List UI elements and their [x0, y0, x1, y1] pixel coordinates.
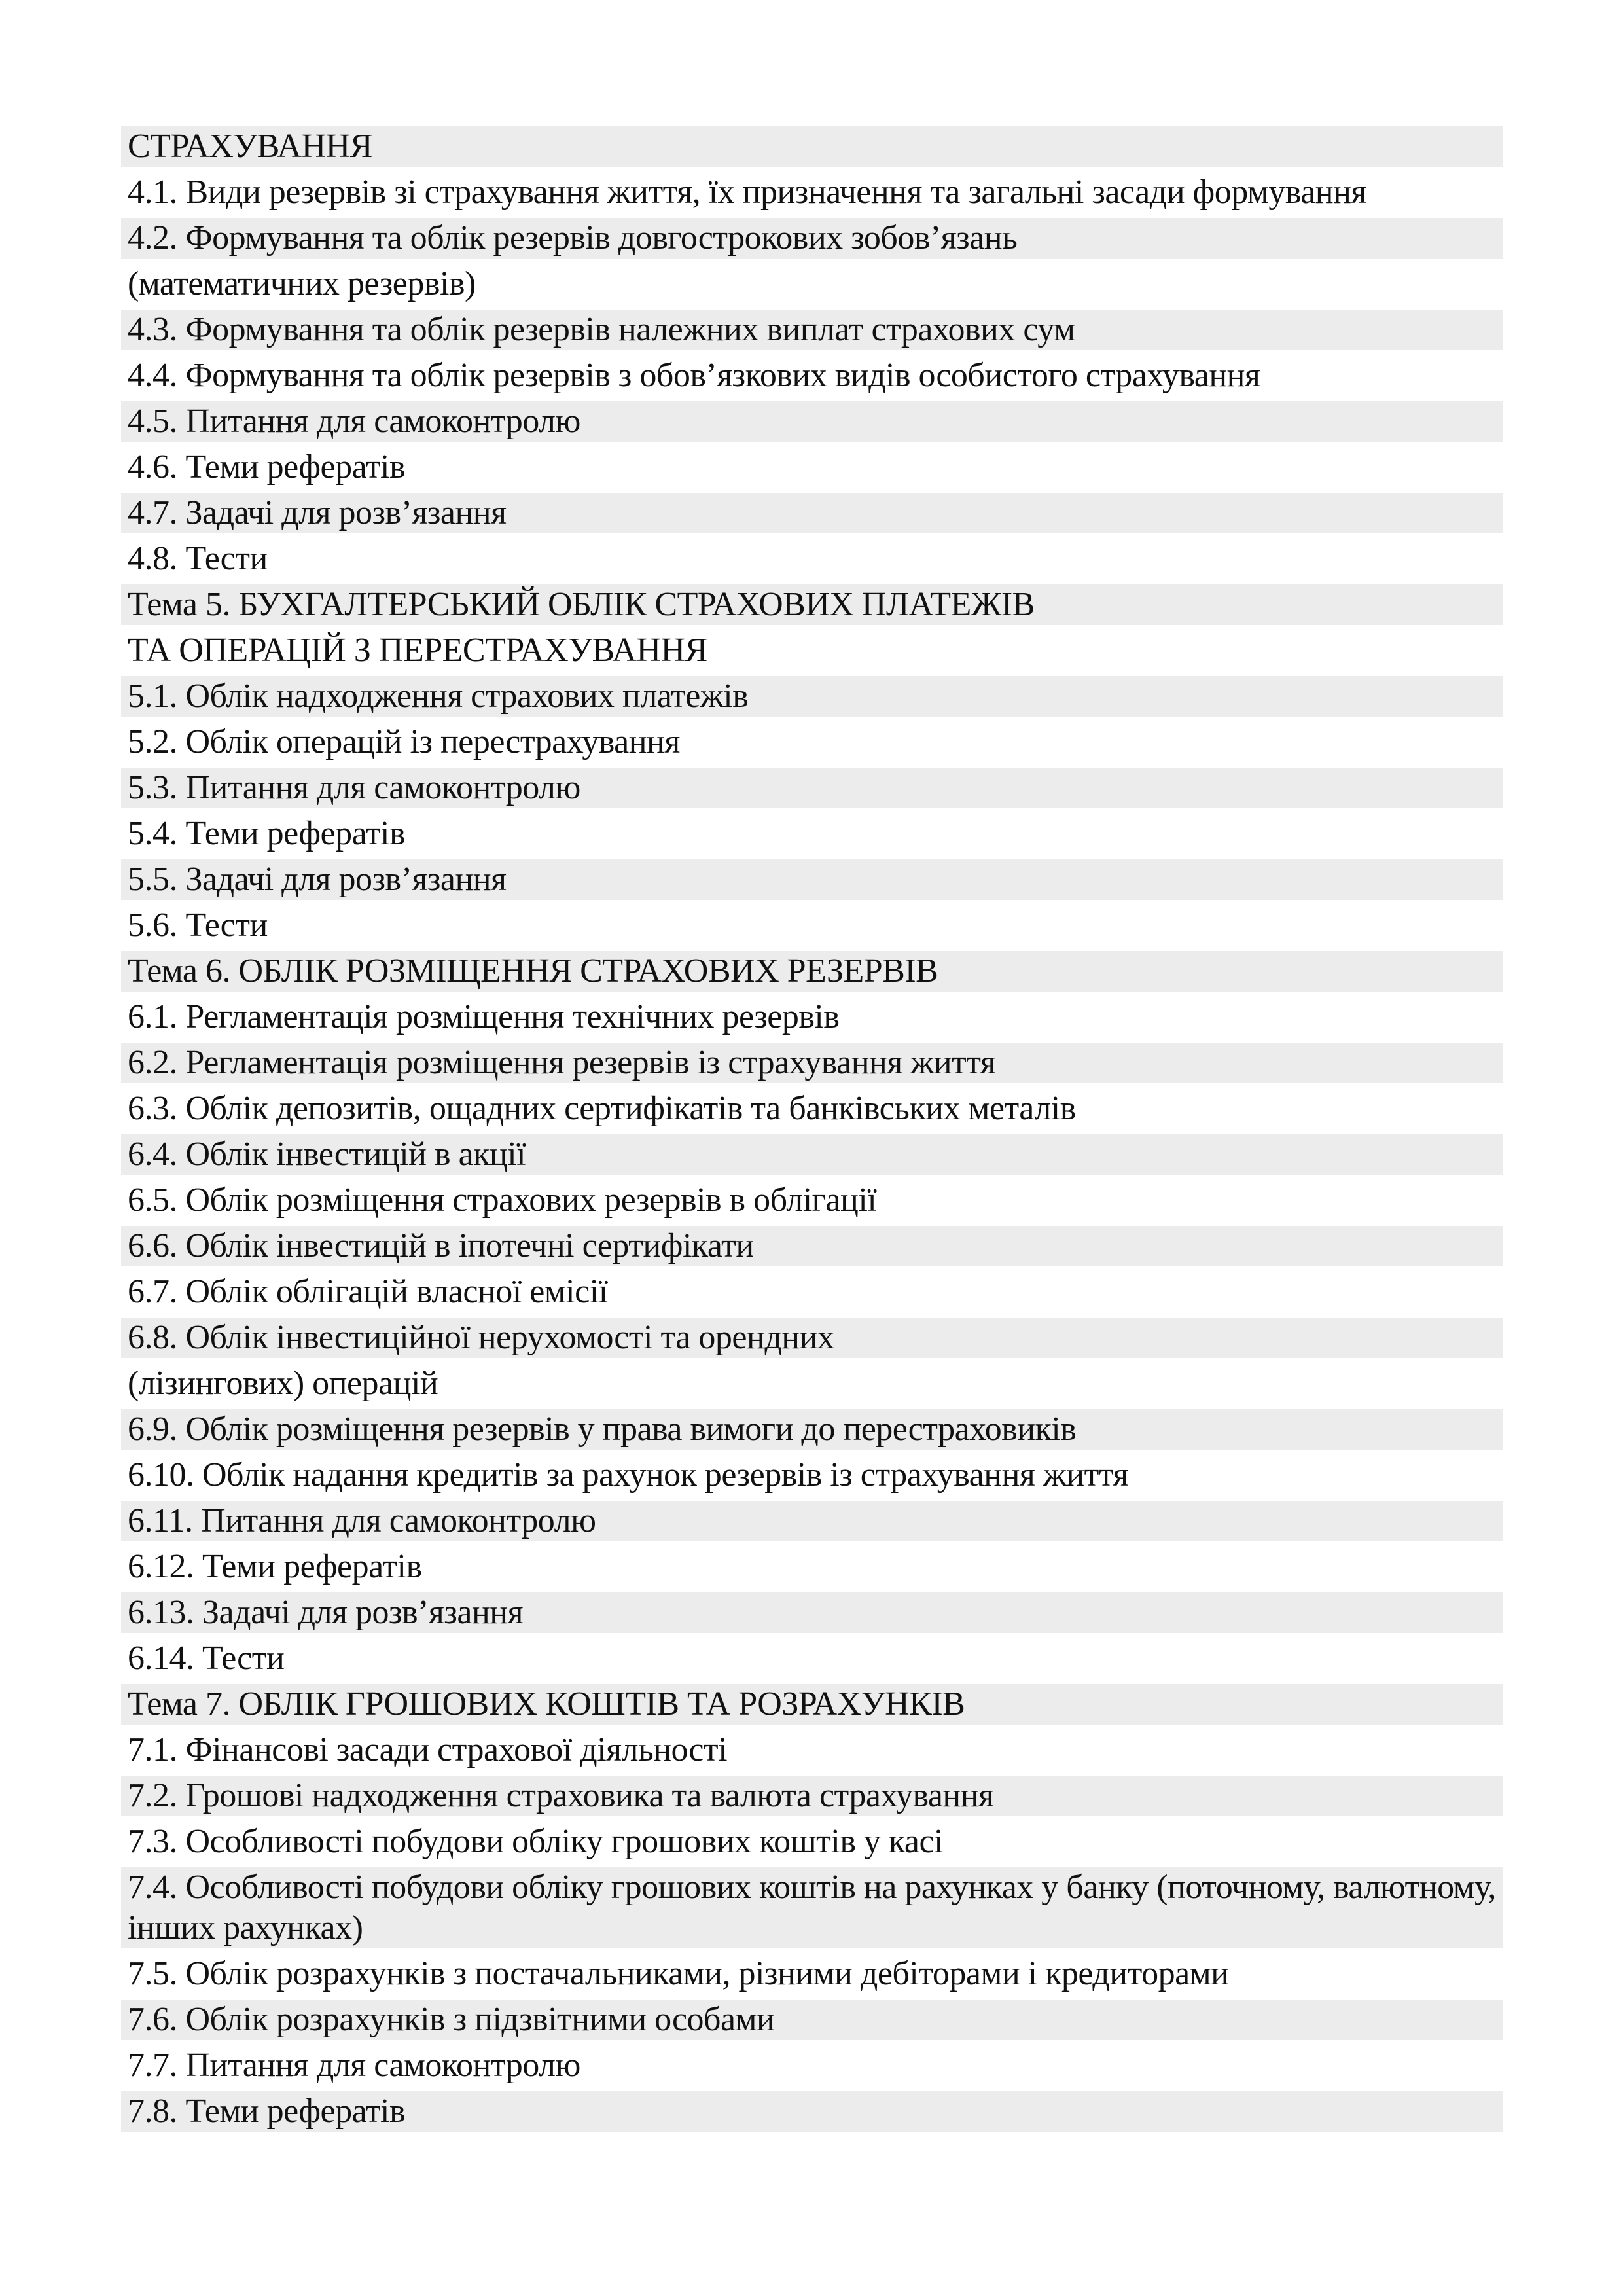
toc-row	[121, 1547, 1503, 1587]
toc-item-text: 7.5. Облік розрахунків з постачальниками, різними дебіторами і кредиторами	[128, 1955, 1229, 1992]
toc-item-text: 4.8. Тести	[128, 540, 268, 577]
toc-item-text: Тема 5. БУХГАЛТЕРСЬКИЙ ОБЛІК СТРАХОВИХ ПЛАТЕЖІВ	[128, 586, 1035, 623]
toc-row	[121, 584, 1503, 625]
toc-row	[121, 1638, 1503, 1679]
toc-item-text: 4.7. Задачі для розв’язання	[128, 494, 507, 531]
toc-row	[121, 126, 1503, 167]
toc-item-text: 5.1. Облік надходження страхових платежів	[128, 677, 749, 715]
toc-row	[121, 2045, 1503, 2086]
toc-item-text: 5.2. Облік операцій із перестрахування	[128, 723, 680, 761]
toc-item-text: 5.3. Питання для самоконтролю	[128, 769, 580, 806]
toc-row	[121, 676, 1503, 717]
toc-row	[121, 1043, 1503, 1083]
toc-row	[121, 355, 1503, 396]
toc-row	[121, 997, 1503, 1037]
toc-item-text: 4.4. Формування та облік резервів з обов’язкових видів особистого страхування	[128, 357, 1260, 394]
toc-row	[121, 905, 1503, 946]
toc-item-text: 6.11. Питання для самоконтролю	[128, 1502, 596, 1539]
toc-item-text: 5.5. Задачі для розв’язання	[128, 861, 507, 898]
toc-item-text: 6.3. Облік депозитів, ощадних сертифікатів та банківських металів	[128, 1090, 1076, 1127]
toc-item-text: 4.3. Формування та облік резервів належних виплат страхових сум	[128, 311, 1075, 348]
toc-row	[121, 1409, 1503, 1450]
toc-row	[121, 1776, 1503, 1816]
toc-row	[121, 2091, 1503, 2132]
toc-item-text: 7.7. Питання для самоконтролю	[128, 2047, 580, 2084]
toc-row	[121, 1226, 1503, 1266]
toc-item-text: 7.2. Грошові надходження страховика та валюта страхування	[128, 1777, 994, 1814]
toc-item-text: 6.7. Облік облігацій власної емісії	[128, 1273, 608, 1310]
toc-item-text: 6.12. Теми рефератів	[128, 1548, 422, 1585]
toc-item-text: 7.4. Особливості побудови обліку грошових коштів на рахунках у банку (поточному, валютному, інших рахунках)	[128, 1869, 1496, 1946]
toc-item-text: (лізингових) операцій	[128, 1365, 438, 1402]
toc-item-text: Тема 7. ОБЛІК ГРОШОВИХ КОШТІВ ТА РОЗРАХУНКІВ	[128, 1685, 965, 1723]
toc-item-text: ТА ОПЕРАЦІЙ З ПЕРЕСТРАХУВАННЯ	[128, 632, 707, 669]
toc-item-text: 7.1. Фінансові засади страхової діяльності	[128, 1731, 728, 1768]
toc-row	[121, 630, 1503, 671]
toc-item-text: 5.6. Тести	[128, 906, 268, 944]
toc-item-text: 7.3. Особливості побудови обліку грошових коштів у касі	[128, 1823, 943, 1860]
toc-row	[121, 1455, 1503, 1496]
toc-row	[121, 1684, 1503, 1725]
toc-row	[121, 447, 1503, 488]
toc-row	[121, 1821, 1503, 1862]
toc-item-text: 6.10. Облік надання кредитів за рахунок резервів із страхування життя	[128, 1456, 1128, 1494]
toc-row	[121, 814, 1503, 854]
toc-row	[121, 401, 1503, 442]
toc-row	[121, 493, 1503, 533]
toc-row	[121, 1134, 1503, 1175]
toc-item-text: 6.4. Облік інвестицій в акції	[128, 1136, 526, 1173]
toc-row	[121, 310, 1503, 350]
toc-row	[121, 1318, 1503, 1358]
toc-row	[121, 951, 1503, 992]
toc-row	[121, 1867, 1503, 1948]
toc-row	[121, 172, 1503, 213]
toc-item-text: 6.13. Задачі для розв’язання	[128, 1594, 524, 1631]
toc-item-text: Тема 6. ОБЛІК РОЗМІЩЕННЯ СТРАХОВИХ РЕЗЕРВІВ	[128, 952, 938, 990]
toc-item-text: СТРАХУВАННЯ	[128, 128, 372, 165]
toc-item-text: 6.9. Облік розміщення резервів у права вимоги до перестраховиків	[128, 1410, 1077, 1448]
toc-item-text: 7.8. Теми рефератів	[128, 2092, 406, 2130]
toc-row	[121, 264, 1503, 304]
toc-item-text: 6.1. Регламентація розміщення технічних резервів	[128, 998, 840, 1035]
toc-item-text: 5.4. Теми рефератів	[128, 815, 406, 852]
toc-item-text: 6.8. Облік інвестиційної нерухомості та орендних	[128, 1319, 834, 1356]
toc-item-text: 7.6. Облік розрахунків з підзвітними особами	[128, 2001, 775, 2038]
toc-item-text: 4.6. Теми рефератів	[128, 448, 406, 486]
toc-row	[121, 2000, 1503, 2040]
toc-row	[121, 1730, 1503, 1770]
toc-row	[121, 539, 1503, 579]
toc-row	[121, 1592, 1503, 1633]
toc-row	[121, 1272, 1503, 1312]
toc-item-text: 6.14. Тести	[128, 1640, 285, 1677]
toc-row	[121, 768, 1503, 808]
toc-row	[121, 1088, 1503, 1129]
toc-item-text: 6.6. Облік інвестицій в іпотечні сертифікати	[128, 1227, 754, 1265]
toc-row	[121, 1501, 1503, 1541]
toc-row	[121, 1180, 1503, 1221]
toc-row	[121, 218, 1503, 259]
toc-row	[121, 722, 1503, 762]
toc-row	[121, 1363, 1503, 1404]
toc-item-text: 4.5. Питання для самоконтролю	[128, 403, 580, 440]
toc-item-text: 4.1. Види резервів зі страхування життя, їх призначення та загальні засади формування	[128, 173, 1366, 211]
toc-row	[121, 1954, 1503, 1994]
toc-item-text: 6.2. Регламентація розміщення резервів із страхування життя	[128, 1044, 996, 1081]
toc-item-text: (математичних резервів)	[128, 265, 476, 302]
toc-item-text: 6.5. Облік розміщення страхових резервів в облігації	[128, 1181, 877, 1219]
toc-row	[121, 859, 1503, 900]
toc-list	[121, 126, 1503, 2137]
toc-item-text: 4.2. Формування та облік резервів довгострокових зобов’язань	[128, 219, 1018, 257]
